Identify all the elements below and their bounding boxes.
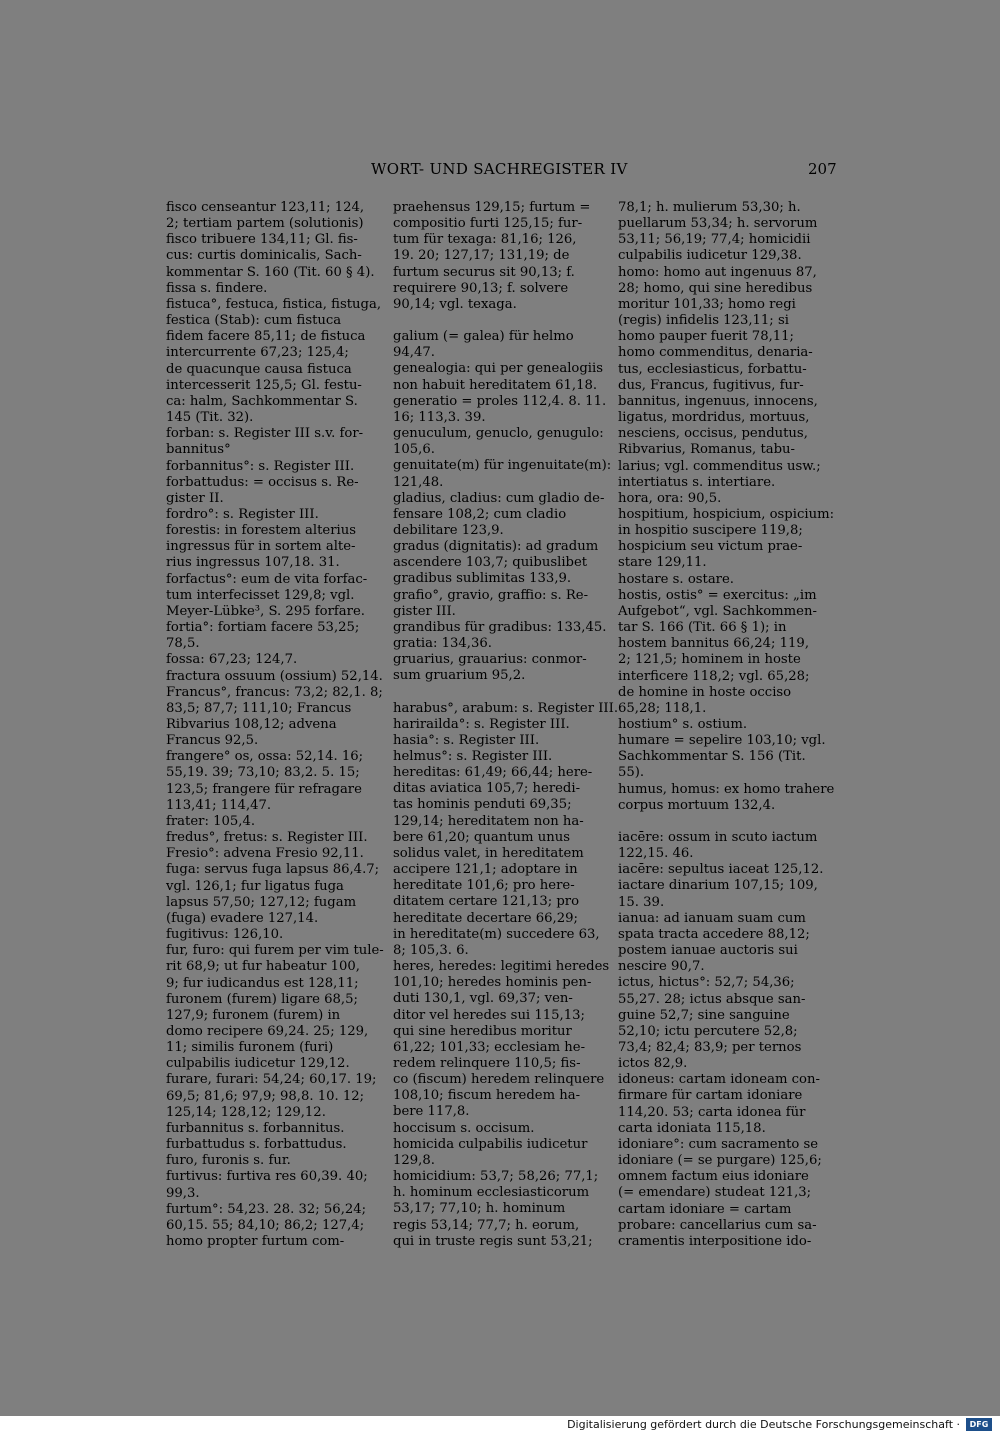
index-line: Francus 92,5. <box>166 733 259 749</box>
index-line: 83,5; 87,7; 111,10; Francus <box>166 700 352 716</box>
running-title: WORT- UND SACHREGISTER IV <box>371 160 628 178</box>
index-line: puellarum 53,34; h. servorum <box>618 216 818 232</box>
index-line: hostium° s. ostium. <box>618 717 748 732</box>
index-line: domo recipere 69,24. 25; 129, <box>166 1023 369 1039</box>
index-line: 121,48. <box>393 474 444 490</box>
index-line: fisco censeantur 123,11; 124, <box>166 200 365 215</box>
index-line: cus: curtis dominicalis, Sach- <box>166 248 362 264</box>
index-line: intercurrente 67,23; 125,4; <box>166 345 349 361</box>
index-line: forfactus°: eum de vita forfac- <box>166 571 368 587</box>
index-line: vgl. 126,1; fur ligatus fuga <box>166 878 344 894</box>
index-line: rit 68,9; ut fur habeatur 100, <box>166 959 360 975</box>
index-line: fissa s. findere. <box>166 280 268 296</box>
index-line: furo, furonis s. fur. <box>166 1153 291 1169</box>
index-line: cramentis interpositione ido- <box>618 1233 812 1249</box>
index-line: 123,5; frangere für refragare <box>166 781 362 797</box>
index-line: 55,27. 28; ictus absque san- <box>618 991 806 1007</box>
index-line: 129,8. <box>393 1152 435 1168</box>
index-line: hereditas: 61,49; 66,44; here- <box>393 765 593 781</box>
digitization-footer <box>0 1416 1000 1434</box>
page-number: 207 <box>808 160 837 178</box>
index-line: galium (= galea) für helmo <box>393 329 574 345</box>
index-line: frangere° os, ossa: 52,14. 16; <box>166 749 364 765</box>
index-line: 99,3. <box>166 1185 200 1201</box>
index-line: (= emendare) studeat 121,3; <box>618 1185 812 1201</box>
index-line: Aufgebot“, vgl. Sachkommen- <box>618 603 817 619</box>
index-line: iacēre: ossum in scuto iactum <box>618 829 818 845</box>
index-line: 105,6. <box>393 442 435 458</box>
index-line: ictus, hictus°: 52,7; 54,36; <box>618 975 795 991</box>
index-line: forbattudus: = occisus s. Re- <box>166 474 359 490</box>
index-line: furtum°: 54,23. 28. 32; 56,24; <box>166 1201 367 1217</box>
dfg-logo: DFG <box>966 1418 992 1431</box>
index-line: moritur 101,33; homo regi <box>618 296 796 312</box>
index-line: lapsus 57,50; 127,12; fugam <box>166 894 357 910</box>
index-line: 28; homo, qui sine heredibus <box>618 280 813 296</box>
index-line: ditor vel heredes sui 115,13; <box>393 1007 585 1023</box>
index-line: frater: 105,4. <box>166 813 256 829</box>
index-line: humare = sepelire 103,10; vgl. <box>618 733 826 749</box>
index-line: homo: homo aut ingenuus 87, <box>618 264 817 280</box>
index-line: bannitus° <box>166 442 231 458</box>
index-line: debilitare 123,9. <box>393 522 504 538</box>
index-line: Sachkommentar S. 156 (Tit. <box>618 749 806 765</box>
index-line: iactare dinarium 107,15; 109, <box>618 878 818 894</box>
index-line: 11; similis furonem (furi) <box>166 1040 334 1056</box>
index-line: qui in truste regis sunt 53,21; <box>393 1233 593 1249</box>
index-line: 101,10; heredes hominis pen- <box>393 975 592 991</box>
index-line: fuga: servus fuga lapsus 86,4.7; <box>166 862 380 878</box>
index-line: furbannitus s. forbannitus. <box>166 1120 345 1136</box>
index-line: fractura ossuum (ossium) 52,14. <box>166 668 383 684</box>
index-line: furonem (furem) ligare 68,5; <box>166 991 358 1007</box>
index-line: culpabilis iudicetur 129,38. <box>618 248 802 264</box>
index-line: cartam idoniare = cartam <box>618 1201 792 1217</box>
index-line: forbannitus°: s. Register III. <box>166 458 355 474</box>
index-line: in hospitio suscipere 119,8; <box>618 523 803 539</box>
index-line: stare 129,11. <box>618 555 707 571</box>
index-line: 129,14; hereditatem non ha- <box>393 813 584 829</box>
index-line: de homine in hoste occiso <box>618 684 792 700</box>
index-line: grafio°, gravio, graffio: s. Re- <box>393 587 589 603</box>
index-line: spata tracta accedere 88,12; <box>618 926 810 942</box>
index-line: omnem factum eius idoniare <box>618 1169 809 1185</box>
index-line: corpus mortuum 132,4. <box>618 797 776 813</box>
index-line: rius ingressus 107,18. 31. <box>166 555 340 571</box>
index-line: Ribvarius 108,12; advena <box>166 717 337 732</box>
index-line: gradibus sublimitas 133,9. <box>393 571 572 587</box>
index-line: 8; 105,3. 6. <box>393 942 469 958</box>
index-line: homo propter furtum com- <box>166 1234 345 1249</box>
index-line: hoccisum s. occisum. <box>393 1120 535 1136</box>
index-line: requirere 90,13; f. solvere <box>393 280 569 296</box>
index-line: (regis) infidelis 123,11; si <box>618 313 789 329</box>
index-line: hospicium seu victum prae- <box>618 539 803 555</box>
index-line: 69,5; 81,6; 97,9; 98,8. 10. 12; <box>166 1088 365 1104</box>
index-line: furtivus: furtiva res 60,39. 40; <box>166 1169 368 1185</box>
index-line: culpabilis iudicetur 129,12. <box>166 1056 350 1072</box>
index-line: de quacunque causa fistuca <box>166 361 352 377</box>
index-line: furbattudus s. forbattudus. <box>166 1137 347 1153</box>
index-line: heres, heredes: legitimi heredes <box>393 959 610 975</box>
index-line: bere 61,20; quantum unus <box>393 829 570 845</box>
index-line: 2; 121,5; hominem in hoste <box>618 652 801 668</box>
index-line: helmus°: s. Register III. <box>393 749 553 764</box>
index-line: forestis: in forestem alterius <box>166 523 356 539</box>
index-line: forban: s. Register III s.v. for- <box>166 426 364 442</box>
index-line: tus, ecclesiasticus, forbattu- <box>618 361 807 377</box>
index-line: 125,14; 128,12; 129,12. <box>166 1104 326 1120</box>
index-line: harabus°, arabum: s. Register III. <box>393 700 619 716</box>
index-line: intercesserit 125,5; Gl. festu- <box>166 377 362 393</box>
index-line: 16; 113,3. 39. <box>393 409 486 425</box>
index-line: tum für texaga: 81,16; 126, <box>393 232 577 248</box>
index-line: probare: cancellarius cum sa- <box>618 1217 817 1233</box>
index-line: tum interfecisset 129,8; vgl. <box>166 587 355 603</box>
index-line: genealogia: qui per genealogiis <box>393 361 604 377</box>
index-line: compositio furti 125,15; fur- <box>393 216 583 232</box>
index-line: fortia°: fortiam facere 53,25; <box>166 620 360 636</box>
index-line: gladius, cladius: cum gladio de- <box>393 490 605 506</box>
index-line: h. hominum ecclesiasticorum <box>393 1185 590 1201</box>
index-line: 108,10; fiscum heredem ha- <box>393 1088 581 1104</box>
index-line: generatio = proles 112,4. 8. 11. <box>393 393 607 409</box>
index-line: 9; fur iudicandus est 128,11; <box>166 975 359 991</box>
index-line: furtum securus sit 90,13; f. <box>393 264 575 280</box>
index-line: 90,14; vgl. texaga. <box>393 296 517 312</box>
index-line: Ribvarius, Romanus, tabu- <box>618 442 795 458</box>
index-line: firmare für cartam idoniare <box>618 1088 803 1104</box>
index-line: ligatus, mordridus, mortuus, <box>618 410 810 426</box>
index-line: hostem bannitus 66,24; 119, <box>618 636 810 652</box>
index-line: fisco tribuere 134,11; Gl. fis- <box>166 232 358 248</box>
index-line: 127,9; furonem (furem) in <box>166 1007 341 1023</box>
index-line: kommentar S. 160 (Tit. 60 § 4). <box>166 264 375 280</box>
index-line: gratia: 134,36. <box>393 636 492 652</box>
index-line: nescire 90,7. <box>618 959 705 975</box>
index-line: iacēre: sepultus iaceat 125,12. <box>618 862 824 878</box>
index-line: regis 53,14; 77,7; h. eorum, <box>393 1217 580 1233</box>
index-line: tas hominis penduti 69,35; <box>393 797 572 813</box>
index-line: 78,1; h. mulierum 53,30; h. <box>618 200 801 215</box>
index-line: 15. 39. <box>618 894 665 910</box>
index-line: festica (Stab): cum fistuca <box>166 313 342 329</box>
index-line: idoniare (= se purgare) 125,6; <box>618 1153 822 1169</box>
index-line: 65,28; 118,1. <box>618 700 707 716</box>
index-line: homo pauper fuerit 78,11; <box>618 329 794 345</box>
index-line: homicidium: 53,7; 58,26; 77,1; <box>393 1169 599 1185</box>
index-line: hora, ora: 90,5. <box>618 490 722 506</box>
index-line: harirailda°: s. Register III. <box>393 716 570 732</box>
index-line: 53,11; 56,19; 77,4; homicidii <box>618 232 811 248</box>
index-line: gruarius, grauarius: conmor- <box>393 652 587 668</box>
index-line: genuitate(m) für ingenuitate(m): <box>393 458 612 474</box>
index-line: Francus°, francus: 73,2; 82,1. 8; <box>166 684 383 700</box>
index-line: homo commenditus, denaria- <box>618 345 813 361</box>
index-line: praehensus 129,15; furtum = <box>393 200 591 215</box>
index-line: grandibus für gradibus: 133,45. <box>393 619 607 635</box>
index-line: gister II. <box>166 490 224 506</box>
index-line: bere 117,8. <box>393 1104 470 1120</box>
index-line: genuculum, genuclo, genugulo: <box>393 426 604 442</box>
index-line: interficere 118,2; vgl. 65,28; <box>618 668 810 684</box>
index-line: sum gruarium 95,2. <box>393 668 526 684</box>
index-line: idoniare°: cum sacramento se <box>618 1136 819 1152</box>
index-line: dus, Francus, fugitivus, fur- <box>618 377 804 393</box>
index-line: gradus (dignitatis): ad gradum <box>393 539 599 555</box>
index-line: qui sine heredibus moritur <box>393 1023 572 1039</box>
index-line: fistuca°, festuca, fistica, fistuga, <box>166 296 382 312</box>
index-line: ca: halm, Sachkommentar S. <box>166 393 358 409</box>
index-line: co (fiscum) heredem relinquere <box>393 1072 605 1088</box>
index-line: Fresio°: advena Fresio 92,11. <box>166 846 364 862</box>
index-line: nesciens, occisus, pendutus, <box>618 426 808 442</box>
index-line: 78,5. <box>166 636 200 652</box>
index-line: 55). <box>618 765 645 781</box>
index-line: hospitium, hospicium, ospicium: <box>618 506 835 522</box>
index-line: hereditate decertare 66,29; <box>393 910 578 926</box>
index-line: gister III. <box>393 603 456 619</box>
index-line: ascendere 103,7; quibuslibet <box>393 555 588 571</box>
index-line: homicida culpabilis iudicetur <box>393 1136 588 1152</box>
index-line: ditatem certare 121,13; pro <box>393 894 580 910</box>
index-line: idoneus: cartam idoneam con- <box>618 1072 820 1088</box>
index-line: 122,15. 46. <box>618 846 694 862</box>
index-line: ianua: ad ianuam suam cum <box>618 910 806 926</box>
index-line: fordro°: s. Register III. <box>166 506 319 522</box>
index-line: (fuga) evadere 127,14. <box>166 910 319 926</box>
index-line: non habuit hereditatem 61,18. <box>393 377 598 393</box>
index-line: guine 52,7; sine sanguine <box>618 1007 790 1023</box>
index-line: ingressus für in sortem alte- <box>166 539 356 555</box>
index-line: hostare s. ostare. <box>618 571 734 587</box>
index-line: 114,20. 53; carta idonea für <box>618 1104 806 1120</box>
index-line: hostis, ostis° = exercitus: „im <box>618 587 817 603</box>
index-column-1 <box>166 200 384 1250</box>
index-line: solidus valet, in hereditatem <box>393 845 584 861</box>
index-line: redem relinquere 110,5; fis- <box>393 1055 581 1071</box>
index-line: 2; tertiam partem (solutionis) <box>166 216 364 232</box>
index-line: 55,19. 39; 73,10; 83,2. 5. 15; <box>166 765 360 781</box>
index-line: 53,17; 77,10; h. hominum <box>393 1201 566 1217</box>
index-line: fossa: 67,23; 124,7. <box>166 652 298 668</box>
index-line: fugitivus: 126,10. <box>166 927 284 943</box>
index-line: 19. 20; 127,17; 131,19; de <box>393 248 570 264</box>
index-line: hereditate 101,6; pro here- <box>393 878 575 894</box>
index-line: 52,10; ictu percutere 52,8; <box>618 1023 798 1039</box>
index-line: fensare 108,2; cum cladio <box>393 506 567 522</box>
index-line: Meyer-Lübke³, S. 295 forfare. <box>166 603 365 619</box>
index-line: in hereditate(m) succedere 63, <box>393 926 600 942</box>
index-column-2 <box>393 200 619 1250</box>
index-line: fredus°, fretus: s. Register III. <box>166 830 368 846</box>
index-line: intertiatus s. intertiare. <box>618 474 776 490</box>
index-line: ditas aviatica 105,7; heredi- <box>393 781 581 797</box>
index-line: duti 130,1, vgl. 69,37; ven- <box>393 991 573 1007</box>
index-line: humus, homus: ex homo trahere <box>618 781 835 797</box>
index-line: tar S. 166 (Tit. 66 § 1); in <box>618 620 787 636</box>
index-line: hasia°: s. Register III. <box>393 732 540 748</box>
index-line: 61,22; 101,33; ecclesiam he- <box>393 1039 586 1055</box>
index-line: 145 (Tit. 32). <box>166 410 254 426</box>
index-line: fidem facere 85,11; de fistuca <box>166 329 366 345</box>
index-line: 113,41; 114,47. <box>166 797 272 813</box>
index-column-3 <box>618 200 838 1250</box>
index-line: larius; vgl. commenditus usw.; <box>618 458 821 474</box>
index-line: 60,15. 55; 84,10; 86,2; 127,4; <box>166 1217 365 1233</box>
index-line: furare, furari: 54,24; 60,17. 19; <box>166 1072 377 1088</box>
index-line: accipere 121,1; adoptare in <box>393 862 578 878</box>
index-line: carta idoniata 115,18. <box>618 1120 766 1136</box>
index-line: 73,4; 82,4; 83,9; per ternos <box>618 1039 802 1055</box>
index-line: fur, furo: qui furem per vim tule- <box>166 943 384 959</box>
index-line: postem ianuae auctoris sui <box>618 943 798 959</box>
index-line: ictos 82,9. <box>618 1056 688 1072</box>
index-line: 94,47. <box>393 345 435 361</box>
index-line: bannitus, ingenuus, innocens, <box>618 393 818 409</box>
funding-note: Digitalisierung gefördert durch die Deutsche Forschungsgemeinschaft · <box>567 1418 960 1431</box>
